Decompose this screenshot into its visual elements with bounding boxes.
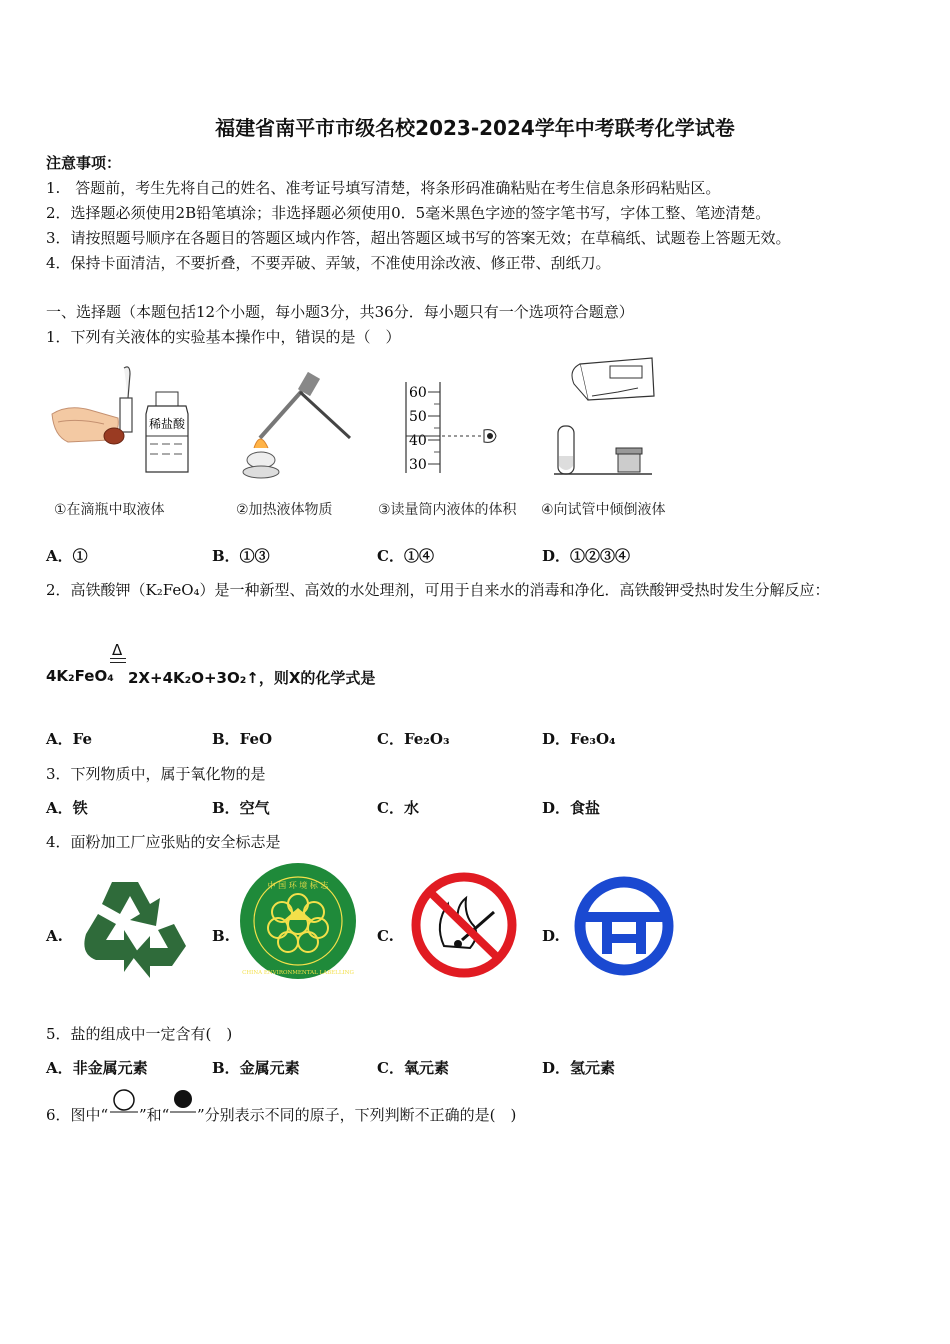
seal-text: 中 国 环 境 标 志 [267, 881, 329, 890]
option: B．FeO [212, 730, 273, 748]
q2-stem: 2．高铁酸钾（K₂FeO₄）是一种新型、高效的水处理剂，可用于自来水的消毒和净化．高铁酸钾受热时发生分解反应： [46, 581, 830, 599]
option-letter: D. [542, 927, 560, 945]
tick-label: 40 [409, 433, 427, 449]
seal-ring-text: CHINA ENVIRONMENTAL LABELLING [242, 970, 354, 976]
figure-caption: ③读量筒内液体的体积 [378, 502, 517, 518]
blue-sign-icon [572, 874, 676, 978]
option: C．①④ [377, 547, 434, 565]
notice-heading: 注意事项： [46, 154, 122, 172]
option: A．① [46, 547, 88, 565]
equation-lhs: 4K₂FeO₄ [46, 667, 114, 685]
option: D．①②③④ [542, 547, 631, 565]
tick-label: 60 [409, 385, 427, 401]
option: D．食盐 [542, 799, 601, 817]
q3-stem: 3．下列物质中，属于氧化物的是 [46, 765, 266, 783]
q6-stem-end: ”分别表示不同的原子，下列判断不正确的是( ) [197, 1106, 517, 1124]
heating-figure [240, 368, 360, 483]
q6-stem-mid: ”和“ [139, 1106, 170, 1124]
option: D．Fe₃O₄ [542, 730, 616, 748]
no-fire-icon [408, 870, 520, 980]
option-letter: B. [212, 927, 230, 945]
notice-item: 3．请按照题号顺序在各题目的答题区域内作答，超出答题区域书写的答案无效；在草稿纸、试题卷上答题无效。 [46, 229, 791, 247]
delta-symbol: Δ [112, 641, 123, 659]
equals-line [110, 658, 126, 659]
tick-label: 50 [409, 409, 427, 425]
section-heading: 一、选择题（本题包括12个小题，每小题3分，共36分．每小题只有一个选项符合题意） [46, 303, 634, 321]
q4-stem: 4．面粉加工厂应张贴的安全标志是 [46, 833, 281, 851]
dropper-bottle-figure [48, 362, 223, 482]
figure-caption: ①在滴瓶中取液体 [54, 502, 165, 518]
option-letter: A. [46, 927, 63, 945]
black-atom-icon [170, 1088, 196, 1114]
bottle-label: 稀盐酸 [149, 417, 186, 431]
page-title: 福建省南平市市级名校2023-2024学年中考联考化学试卷 [215, 116, 735, 140]
option: A．Fe [46, 730, 93, 748]
white-atom-icon [110, 1088, 138, 1114]
notice-item: 2．选择题必须使用2B铅笔填涂；非选择题必须使用0．5毫米黑色字迹的签字笔书写，字体工整、笔迹清楚。 [46, 204, 771, 222]
graduated-cylinder-figure [402, 378, 507, 478]
notice-item: 1. 答题前，考生先将自己的姓名、准考证号填写清楚，将条形码准确粘贴在考生信息条形码粘贴区。 [46, 179, 721, 197]
option: D．氢元素 [542, 1059, 616, 1077]
figure-caption: ②加热液体物质 [236, 502, 333, 518]
equals-line [110, 662, 126, 663]
equation-rhs: 2X+4K₂O+3O₂↑，则X的化学式是 [128, 669, 376, 687]
option: B．空气 [212, 799, 270, 817]
environmental-label-icon [238, 860, 358, 982]
option: C．Fe₂O₃ [377, 730, 450, 748]
q6-stem-start: 6．图中“ [46, 1106, 109, 1124]
recycle-icon [76, 874, 188, 982]
tick-label: 30 [409, 457, 427, 473]
option: A．非金属元素 [46, 1059, 148, 1077]
notice-item: 4．保持卡面清洁，不要折叠，不要弄破、弄皱，不准使用涂改液、修正带、刮纸刀。 [46, 254, 611, 272]
option: B．①③ [212, 547, 270, 565]
option: C．氧元素 [377, 1059, 449, 1077]
option: B．金属元素 [212, 1059, 300, 1077]
option: A．铁 [46, 799, 88, 817]
q1-stem: 1．下列有关液体的实验基本操作中，错误的是（ ） [46, 328, 401, 346]
figure-caption: ④向试管中倾倒液体 [541, 502, 666, 518]
option: C．水 [377, 799, 419, 817]
pouring-figure [548, 356, 663, 478]
q5-stem: 5．盐的组成中一定含有( ) [46, 1025, 233, 1043]
option-letter: C. [377, 927, 394, 945]
